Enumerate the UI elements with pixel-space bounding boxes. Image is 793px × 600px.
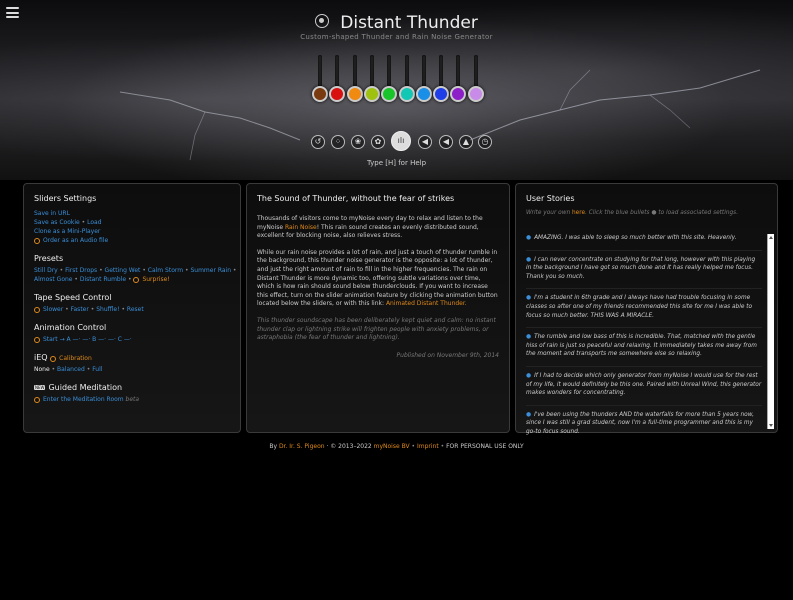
story-text: If I had to decide which only generator from myNoise I would use for the rest of my life, it would definitely be this one. Paired with Unreal Wind, this generator makes wonders for concentrating. <box>526 372 762 397</box>
stories-scrollbar[interactable] <box>767 234 774 429</box>
load-settings-bullet-icon[interactable]: ● <box>526 334 532 341</box>
header-hero <box>0 0 793 180</box>
bell-icon[interactable]: ▲ <box>459 135 473 149</box>
preset-link[interactable]: Distant Rumble <box>79 276 127 283</box>
load-settings-bullet-icon[interactable]: ● <box>526 295 532 302</box>
footer-by: By <box>269 443 279 450</box>
stories-list[interactable] <box>526 234 774 435</box>
paragraph-text: Thousands of visitors come to myNoise every day to relax and listen to the myNoise <box>257 215 483 231</box>
user-story <box>526 366 762 398</box>
load-settings-bullet-icon[interactable]: ● <box>526 411 532 418</box>
slider-knob[interactable] <box>312 86 328 102</box>
timer-icon[interactable]: ◷ <box>478 135 492 149</box>
gear-icon <box>133 277 139 283</box>
paw-alt-icon[interactable]: ✿ <box>371 135 385 149</box>
tape-speed-title: Tape Speed Control <box>34 293 112 302</box>
paragraph-text: ! This rain sound creates an evenly distributed sound, excellent for blocking noise, also relieves stress. <box>257 223 479 240</box>
reset-icon[interactable]: ↺ <box>311 135 325 149</box>
ieq-full[interactable]: Full <box>92 366 103 373</box>
load-settings-bullet-icon[interactable]: ● <box>526 372 532 379</box>
tape-speed-controls: Slower • Faster • Shuffle! • Reset <box>34 305 240 314</box>
grid-icon[interactable]: ⁘ <box>331 135 345 149</box>
presets-title: Presets <box>34 254 64 263</box>
preset-link[interactable]: Almost Gone <box>34 276 73 283</box>
frequency-slider[interactable] <box>311 55 329 101</box>
tape-shuffle-link[interactable]: Shuffle! <box>96 306 120 313</box>
load-settings-bullet-icon[interactable]: ● <box>526 256 532 263</box>
save-options: Save in URL Save as Cookie • Load Clone as a Mini-Player Order as an Audio file <box>34 210 109 244</box>
frequency-slider[interactable] <box>415 55 433 101</box>
footer-copyright: · © 2013–2022 <box>324 443 374 450</box>
author-link[interactable]: Dr. Ir. S. Pigeon <box>278 443 325 450</box>
story-text: I've been using the thunders AND the waterfalls for more than 5 years now, since I was still a grad student, now I'm a full-time programmer and this is my go-to focus sound. <box>526 411 754 435</box>
description-panel <box>246 183 510 433</box>
description-title: The Sound of Thunder, without the fear of strikes <box>257 194 455 203</box>
story-text: AMAZING. I was able to sleep so much better with this site. Heavenly. <box>534 235 737 241</box>
tape-slower-link[interactable]: Slower <box>43 306 64 313</box>
tape-reset-link[interactable]: Reset <box>126 306 144 313</box>
frequency-slider[interactable] <box>346 55 364 101</box>
beta-label: beta <box>125 396 140 403</box>
slider-knob[interactable] <box>416 86 432 102</box>
slider-knob[interactable] <box>329 86 345 102</box>
ieq-none[interactable]: None <box>34 366 50 373</box>
frequency-slider[interactable] <box>328 55 346 101</box>
rain-noise-link[interactable]: Rain Noise <box>284 223 317 231</box>
frequency-slider[interactable] <box>432 55 450 101</box>
animate-icon[interactable]: ılı <box>391 131 411 151</box>
animation-start-link[interactable]: Start → A —· —· B —· —· C —· <box>43 336 132 343</box>
page-title-row <box>0 12 793 33</box>
company-link[interactable]: myNoise BV <box>373 443 410 450</box>
user-stories-title: User Stories <box>526 194 575 203</box>
published-date: Published on November 9th, 2014 <box>396 351 499 359</box>
slider-knob[interactable] <box>347 86 363 102</box>
user-story <box>526 288 762 320</box>
gear-icon <box>34 397 40 403</box>
settings-panel <box>23 183 241 433</box>
imprint-link[interactable]: Imprint <box>417 443 439 450</box>
preset-link[interactable]: Summer Rain <box>190 267 232 274</box>
ieq-options: None • Balanced • Full <box>34 366 103 373</box>
story-text: I'm a student in 6th grade and I always have had trouble focusing in some classes so after one of my friends recommended this site for me I was able to focus so much better. THIS WAS A MIRACLE. <box>526 295 753 319</box>
gear-icon <box>50 356 56 362</box>
frequency-slider[interactable] <box>467 55 485 101</box>
meditation-room-link[interactable]: Enter the Meditation Room <box>43 396 124 403</box>
presets-list: Still Dry • First Drops • Getting Wet • Calm Storm • Summer Rain • Almost Gone • Distant Rumble • Surprise! <box>34 267 237 283</box>
intro-text: Write your own <box>526 210 572 216</box>
animated-thunder-link[interactable]: Animated Distant Thunder. <box>385 300 467 308</box>
new-badge: NEW <box>35 385 45 390</box>
frequency-sliders <box>311 55 491 103</box>
frequency-slider[interactable] <box>363 55 381 101</box>
description-paragraph-3: This thunder soundscape has been deliberately kept quiet and calm: no instant thunder clap or lightning strike will frighten people with anxiety problems, or astraphobia (the fear of thunder and lightning). <box>257 316 496 342</box>
calibration-link[interactable]: Calibration <box>59 355 92 362</box>
preset-link[interactable]: First Drops <box>65 267 98 274</box>
slider-knob[interactable] <box>433 86 449 102</box>
story-text: I can never concentrate on studying for that long, however with this playing in the background I have got so much done and it has really helped me focus. Thank you so much. <box>526 256 756 280</box>
description-paragraph-1 <box>257 215 499 241</box>
preset-link[interactable]: Still Dry <box>34 267 58 274</box>
slider-knob[interactable] <box>468 86 484 102</box>
frequency-slider[interactable] <box>449 55 467 101</box>
user-story <box>526 250 762 282</box>
preset-link[interactable]: Calm Storm <box>147 267 184 274</box>
ieq-title <box>34 353 240 362</box>
scroll-up-icon[interactable] <box>769 236 773 239</box>
meditation-room <box>34 395 240 404</box>
tape-faster-link[interactable]: Faster <box>70 306 89 313</box>
user-story <box>526 234 762 243</box>
load-settings-bullet-icon[interactable]: ● <box>526 235 532 241</box>
sliders-settings-title: Sliders Settings <box>34 194 97 203</box>
surprise-link[interactable]: Surprise! <box>142 276 170 283</box>
load-link[interactable]: Load <box>87 219 102 226</box>
frequency-slider[interactable] <box>398 55 416 101</box>
intro-text: . Click the blue bullets ● to load associated settings. <box>585 210 739 216</box>
ieq-label: iEQ <box>34 353 48 362</box>
personal-use-notice: FOR PERSONAL USE ONLY <box>446 443 524 450</box>
order-audio-link[interactable]: Order as an Audio file <box>43 237 109 244</box>
user-stories-intro <box>526 210 767 216</box>
ieq-balanced[interactable]: Balanced <box>57 366 85 373</box>
volume-alt-icon[interactable]: ◀ <box>439 135 453 149</box>
slider-knob[interactable] <box>381 86 397 102</box>
page-subtitle: Custom-shaped Thunder and Rain Noise Generator <box>300 33 493 41</box>
player-controls <box>309 131 494 153</box>
slider-knob[interactable] <box>364 86 380 102</box>
guided-meditation-label: Guided Meditation <box>48 383 123 392</box>
user-stories-panel <box>515 183 778 433</box>
slider-knob[interactable] <box>450 86 466 102</box>
frequency-slider[interactable] <box>380 55 398 101</box>
story-text: The rumble and low bass of this is incredible. That, matched with the gentle hiss of rain is just so peaceful and relaxing. It immediately takes me away from the moment and transports me somewhere else so relaxing. <box>526 334 757 358</box>
page-title: Distant Thunder <box>340 12 478 33</box>
volume-icon[interactable]: ◀ <box>418 135 432 149</box>
write-story-link[interactable]: here <box>572 210 586 216</box>
gear-icon <box>34 337 40 343</box>
paragraph-text: While our rain noise provides a lot of rain, and just a touch of thunder rumble in the background, this thunder noise generator is the opposite: a lot of thunder, and just the right amount of rain to fill in the higher frequencies. The rain on Distant Thunder is more dynamic too, offering subtle variations over time, which is how rain should sound below thunderclouds. If you want to increase this effect, turn on the slider animation feature by clicking the animation button located below the sliders, or with this link: <box>257 248 498 308</box>
mini-player-link[interactable]: Clone as a Mini-Player <box>34 228 101 235</box>
animation-control-title: Animation Control <box>34 323 107 332</box>
scroll-down-icon[interactable] <box>769 424 773 427</box>
save-cookie-link[interactable]: Save as Cookie <box>34 219 80 226</box>
paw-icon[interactable]: ❀ <box>351 135 365 149</box>
slider-knob[interactable] <box>399 86 415 102</box>
mynoise-logo-icon <box>315 14 329 28</box>
guided-meditation-title <box>34 383 240 392</box>
user-story <box>526 405 762 437</box>
preset-link[interactable]: Getting Wet <box>104 267 141 274</box>
help-hint: Type [H] for Help <box>366 159 427 167</box>
description-paragraph-2 <box>257 249 499 309</box>
save-url-link[interactable]: Save in URL <box>34 210 70 217</box>
animation-controls <box>34 335 240 344</box>
gear-icon <box>34 307 40 313</box>
footer: By Dr. Ir. S. Pigeon · © 2013–2022 myNoise BV • Imprint • FOR PERSONAL USE ONLY <box>269 443 524 450</box>
gear-icon <box>34 238 40 244</box>
user-story <box>526 327 762 359</box>
